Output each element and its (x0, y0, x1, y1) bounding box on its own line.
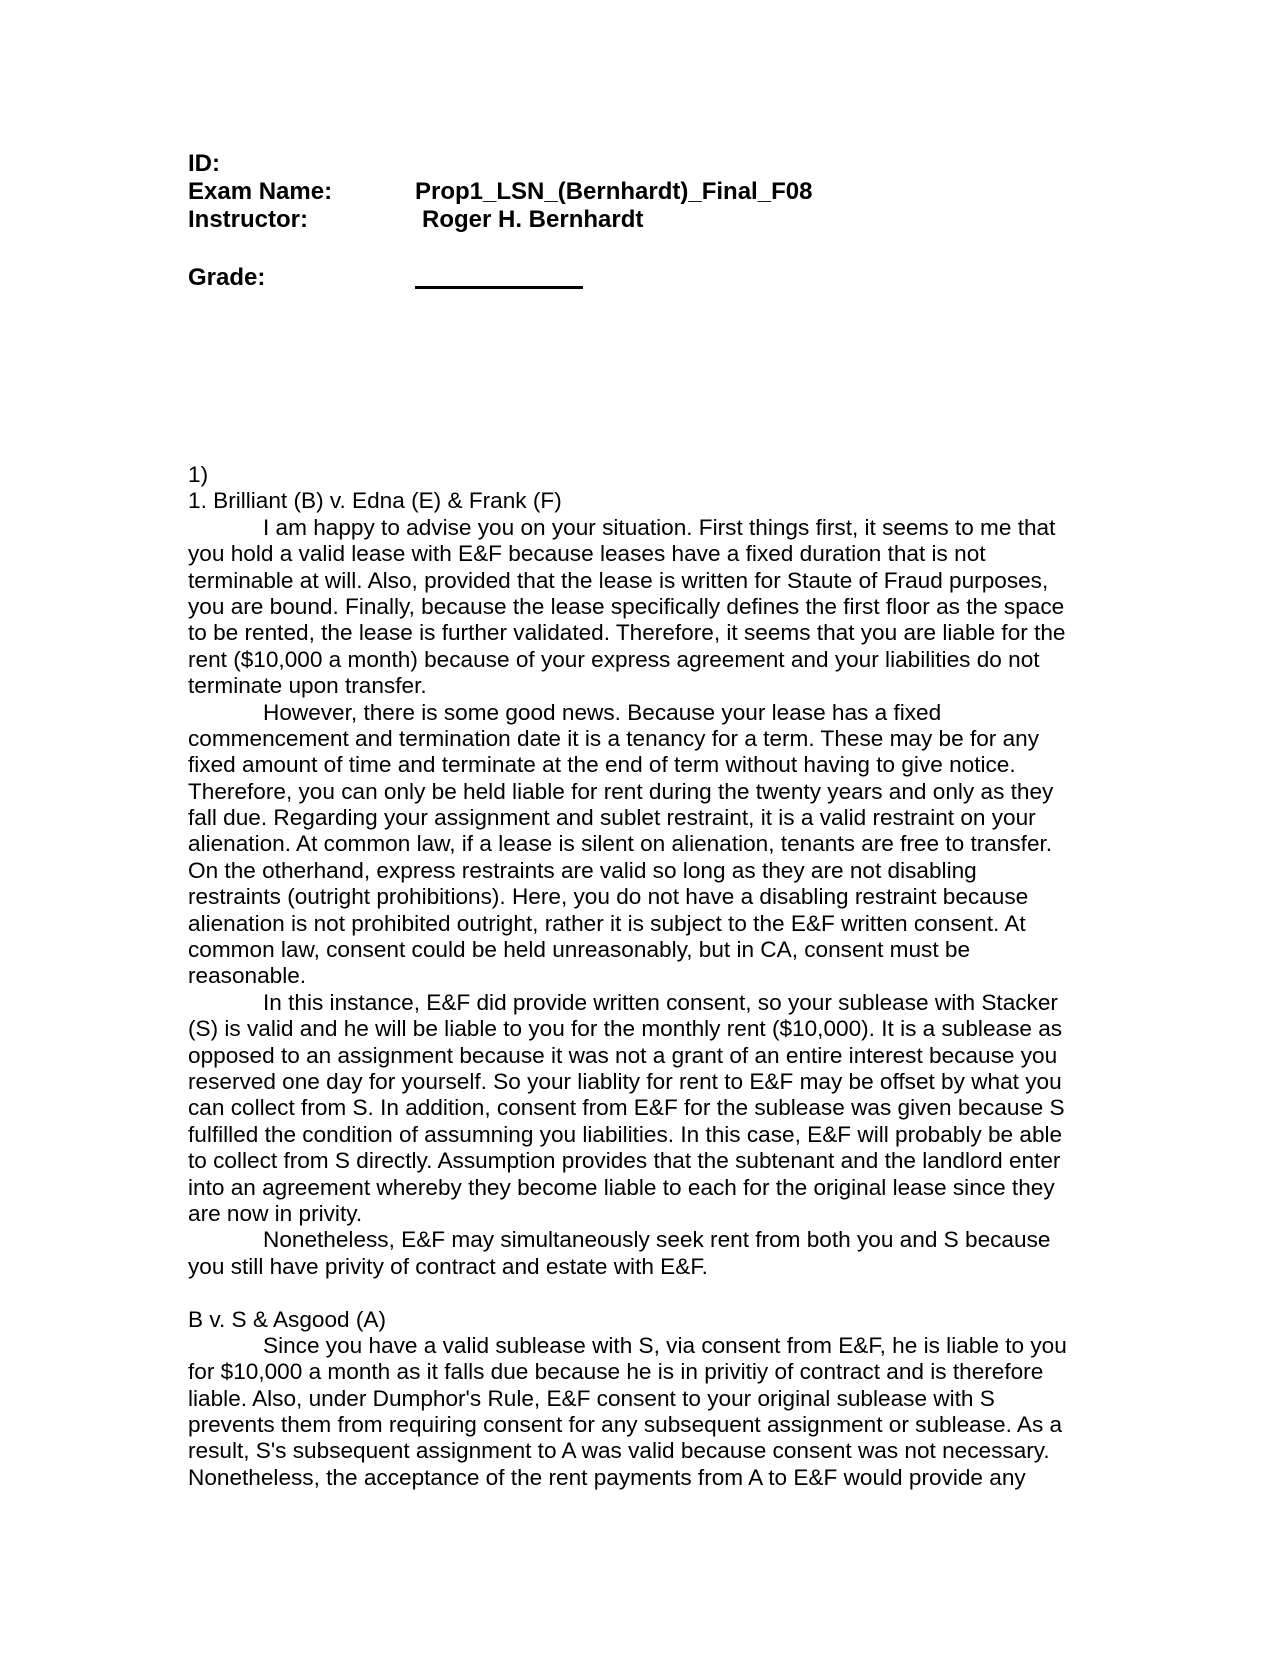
instructor-value: Roger H. Bernhardt (422, 206, 644, 233)
text-line: prevents them from requiring consent for any subsequent assignment or sublease. As a (188, 1412, 1063, 1438)
text-line: restraints (outright prohibitions). Here, you do not have a disabling restraint because (188, 884, 1029, 910)
text-line: In this instance, E&F did provide written consent, so your sublease with Stacker (263, 989, 1058, 1015)
id-row (188, 150, 812, 178)
text-line: fall due. Regarding your assignment and sublet restraint, it is a valid restraint on your (188, 805, 1036, 831)
answer-body (188, 462, 1088, 1491)
exam-name-row (188, 178, 812, 206)
text-line: commencement and termination date it is a tenancy for a term. These may be for any (188, 725, 1040, 751)
text-line: to be rented, the lease is further validated. Therefore, it seems that you are liable for the (188, 620, 1066, 646)
grade-row (188, 264, 812, 292)
text-line: Nonetheless, E&F may simultaneously seek rent from both you and S because (263, 1227, 1051, 1253)
text-line: However, there is some good news. Because your lease has a fixed (263, 699, 942, 725)
text-line: opposed to an assignment because it was not a grant of an entire interest because you (188, 1042, 1058, 1068)
text-line: fixed amount of time and terminate at the end of term without having to give notice. (188, 752, 1016, 778)
text-line: liable. Also, under Dumphor's Rule, E&F consent to your original sublease with S (188, 1385, 995, 1411)
text-line: are now in privity. (188, 1200, 363, 1226)
text-line: reasonable. (188, 963, 307, 989)
text-line: for $10,000 a month as it falls due because he is in privitiy of contract and is therefore (188, 1359, 1044, 1385)
text-line: can collect from S. In addition, consent from E&F for the sublease was given because S (188, 1095, 1065, 1121)
paragraph-gap (188, 1280, 1088, 1306)
grade-label: Grade: (188, 264, 266, 291)
instructor-label: Instructor: (188, 206, 308, 233)
text-line: alienation. At common law, if a lease is silent on alienation, tenants are free to transfer. (188, 831, 1053, 857)
id-label: ID: (188, 150, 220, 177)
text-line: On the otherhand, express restraints are valid so long as they are not disabling (188, 857, 977, 883)
text-line: I am happy to advise you on your situation. First things first, it seems to me that (263, 514, 1056, 540)
text-line: alienation is not prohibited outright, rather it is subject to the E&F written consent. At (188, 910, 1026, 936)
text-line: terminate upon transfer. (188, 673, 427, 699)
text-line: result, S's subsequent assignment to A was valid because consent was not necessary. (188, 1438, 1050, 1464)
text-line: common law, consent could be held unreasonably, but in CA, consent must be (188, 937, 971, 963)
text-line: 1. Brilliant (B) v. Edna (E) & Frank (F) (188, 488, 562, 514)
text-line: you still have privity of contract and estate with E&F. (188, 1253, 708, 1279)
exam-name-label: Exam Name: (188, 178, 333, 205)
text-line: to collect from S directly. Assumption provides that the subtenant and the landlord enter (188, 1148, 1061, 1174)
text-line: you hold a valid lease with E&F because leases have a fixed duration that is not (188, 541, 986, 567)
text-line: rent ($10,000 a month) because of your express agreement and your liabilities do not (188, 646, 1040, 672)
exam-name-value: Prop1_LSN_(Bernhardt)_Final_F08 (415, 178, 813, 205)
text-line: you are bound. Finally, because the lease specifically defines the first floor as the space (188, 593, 1065, 619)
exam-header (188, 150, 812, 292)
text-line: fulfilled the condition of assumning you liabilities. In this case, E&F will probably be able (188, 1121, 1063, 1147)
grade-blank-line (415, 264, 583, 289)
text-line: Nonetheless, the acceptance of the rent payments from A to E&F would provide any (188, 1464, 1026, 1490)
text-line: B v. S & Asgood (A) (188, 1306, 386, 1332)
text-line: 1) (188, 462, 209, 487)
text-line: (S) is valid and he will be liable to you for the monthly rent ($10,000). It is a sublease as (188, 1016, 1063, 1042)
instructor-row (188, 206, 812, 234)
text-line: Therefore, you can only be held liable for rent during the twenty years and only as they (188, 778, 1054, 804)
text-line: terminable at will. Also, provided that the lease is written for Staute of Fraud purposes, (188, 567, 1049, 593)
text-line: into an agreement whereby they become liable to each for the original lease since they (188, 1174, 1055, 1200)
text-line: Since you have a valid sublease with S, via consent from E&F, he is liable to you (263, 1332, 1067, 1358)
text-line: reserved one day for yourself. So your liablity for rent to E&F may be offset by what you (188, 1068, 1062, 1094)
